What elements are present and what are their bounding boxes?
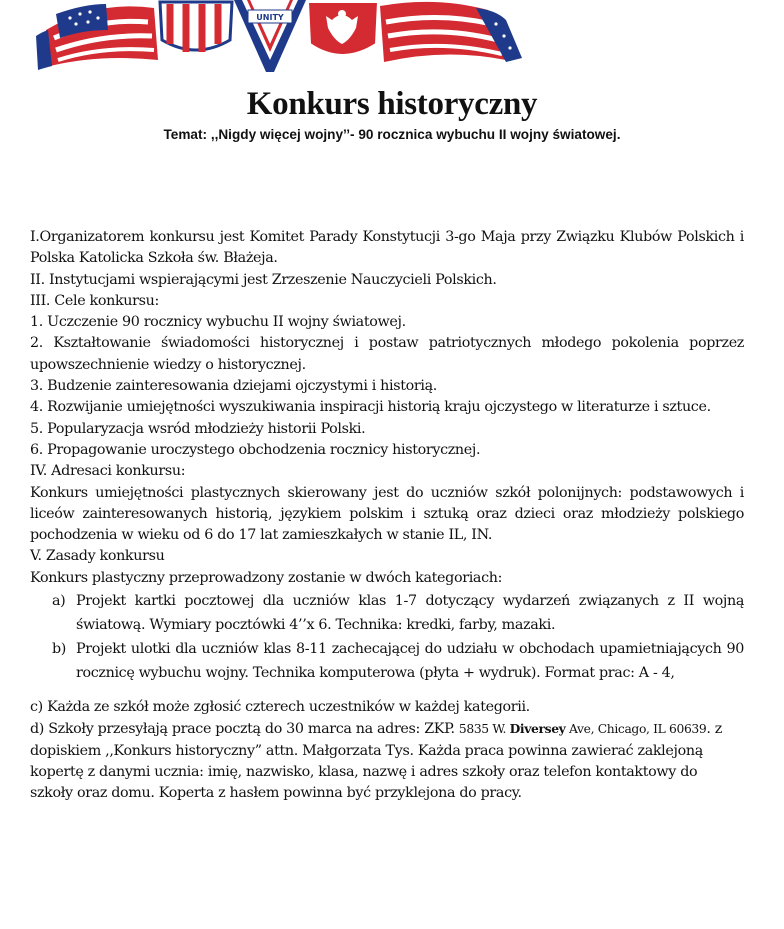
page-title: Konkurs historyczny bbox=[246, 86, 538, 122]
flag-right-icon bbox=[380, 2, 522, 62]
list-marker: b) bbox=[52, 641, 67, 658]
address-street-name: Diversey bbox=[509, 721, 566, 737]
unity-flags-banner bbox=[36, 0, 524, 74]
rule-c-paragraph: c) Każda ze szkół może zgłosić czterech uczestników w każdej kategorii. bbox=[30, 699, 530, 716]
page-subtitle: Temat: ,,Nigdy więcej wojny’’- 90 rocznica wybuchu II wojny światowej. bbox=[163, 127, 621, 142]
list-item bbox=[30, 589, 744, 637]
rule-d-rest: . z dopiskiem ,,Konkurs historyczny” attn. Małgorzata Tys. Każda praca powinna zawierać zaklejoną kopertę z danymi ucznia: imię, nazwisko, klasa, nazwę i adres szkoły oraz telefon kontaktowy do szkoły oraz domu. Koperta z hasłem powinna być przyklejona do pracy. bbox=[30, 721, 722, 802]
us-flag-left-icon bbox=[36, 4, 158, 70]
rule-d-paragraph bbox=[30, 718, 744, 804]
categories-intro: Konkurs plastyczny przeprowadzony zostanie w dwóch kategoriach: bbox=[30, 569, 503, 586]
goal-item-4: 4. Rozwijanie umiejętności wyszukiwania inspiracji historią kraju ojczystego w literaturze i sztuce. bbox=[30, 399, 711, 416]
address-street-number: 5835 W. bbox=[458, 722, 510, 737]
goal-item-1: 1. Uczczenie 90 rocznicy wybuchu II wojny światowej. bbox=[30, 314, 406, 331]
supporters-paragraph: II. Instytucjami wspierającymi jest Zrzeszenie Nauczycieli Polskich. bbox=[30, 271, 497, 288]
rules-heading: V. Zasady konkursu bbox=[30, 548, 165, 565]
document-body bbox=[30, 227, 744, 805]
list-marker: a) bbox=[52, 593, 66, 610]
goals-heading: III. Cele konkursu: bbox=[30, 292, 159, 309]
list-item-text: Projekt ulotki dla uczniów klas 8-11 zachecającej do udziału w obchodach upamietniających 90 rocznicę wybuchu wojny. Technika komputerowa (płyta + wydruk). Format prac: A - 4, bbox=[76, 641, 744, 682]
list-item bbox=[30, 637, 744, 685]
goal-item-6: 6. Propagowanie uroczystego obchodzenia rocznicy historycznej. bbox=[30, 441, 481, 458]
goal-item-3: 3. Budzenie zainteresowania dziejami ojczystymi i historią. bbox=[30, 378, 437, 395]
recipients-paragraph: Konkurs umiejętności plastycznych skierowany jest do uczniów szkół polonijnych: podstawowych i liceów zainteresowanych historią, językiem polskim i sztuką oraz dzieci oraz młodzieży polskiego pochodzenia w wieku od 6 do 17 lat zamieszkałych w stanie IL, IN. bbox=[30, 484, 744, 544]
recipients-heading: IV. Adresaci konkursu: bbox=[30, 463, 186, 480]
victory-v-icon bbox=[234, 0, 306, 72]
polish-eagle-shield-icon bbox=[308, 2, 378, 55]
goal-item-2: 2. Kształtowanie świadomości historycznej i postaw patriotycznych młodego pokolenia poprzez upowszechnienie wiedzy o historycznej. bbox=[30, 335, 744, 373]
goal-item-5: 5. Popularyzacja wsród młodzieży historii Polski. bbox=[30, 420, 366, 437]
svg-text:UNITY: UNITY bbox=[256, 13, 284, 22]
organizer-paragraph: I.Organizatorem konkursu jest Komitet Parady Konstytucji 3-go Maja przy Związku Klubów Polskich i Polska Katolicka Szkoła św. Błażeja. bbox=[30, 229, 744, 267]
address-city: Ave, Chicago, IL 60639 bbox=[565, 722, 707, 737]
shield-icon bbox=[160, 2, 232, 52]
list-item-text: Projekt kartki pocztowej dla uczniów klas 1-7 dotyczący wydarzeń związanych z II wojną światową. Wymiary pocztówki 4’’x 6. Technika: kredki, farby, mazaki. bbox=[76, 593, 744, 634]
rule-d-lead: d) Szkoły przesyłają prace pocztą do 30 marca na adres: ZKP. bbox=[30, 721, 459, 738]
categories-list bbox=[30, 589, 744, 685]
